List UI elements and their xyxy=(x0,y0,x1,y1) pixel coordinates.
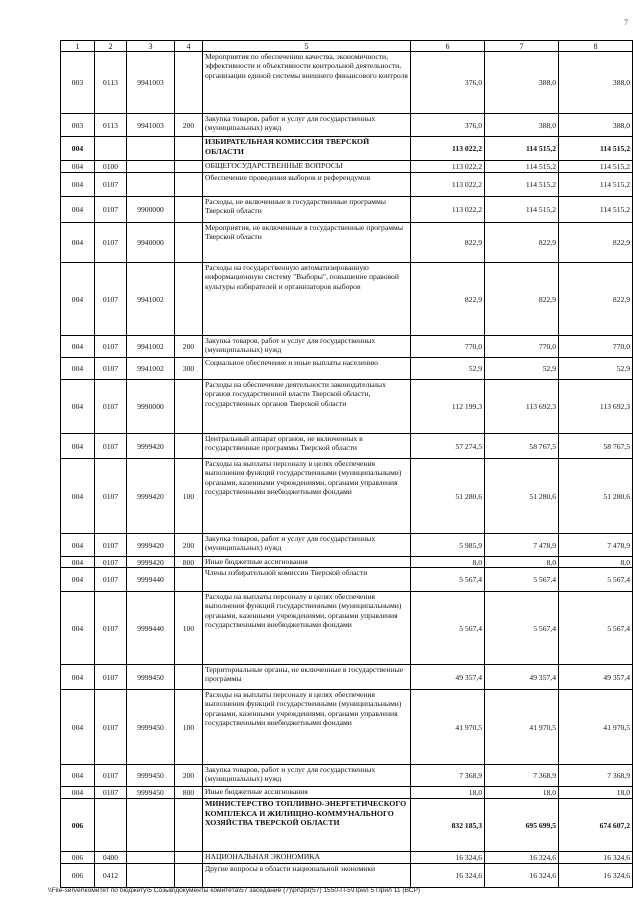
table-row xyxy=(61,336,633,358)
target-article-cell: 9999420 xyxy=(127,534,175,557)
amount-col7-cell: 52,9 xyxy=(485,358,559,380)
table-row xyxy=(61,799,633,852)
target-article-cell: 9941002 xyxy=(127,263,175,336)
code-admin-cell: 004 xyxy=(61,568,95,592)
target-article-cell: 9999450 xyxy=(127,665,175,690)
expense-type-cell: 100 xyxy=(175,459,203,534)
description-cell: ИЗБИРАТЕЛЬНАЯ КОМИССИЯ ТВЕРСКОЙ ОБЛАСТИ xyxy=(203,137,411,161)
section-cell: 0107 xyxy=(95,690,127,765)
amount-col7-cell: 41 970,5 xyxy=(485,690,559,765)
section-cell: 0107 xyxy=(95,263,127,336)
target-article-cell: 9999450 xyxy=(127,787,175,799)
target-article-cell xyxy=(127,137,175,161)
expense-type-cell xyxy=(175,223,203,263)
target-article-cell: 9999440 xyxy=(127,592,175,665)
amount-col6-cell: 822,9 xyxy=(411,263,485,336)
description-cell: Закупка товаров, работ и услуг для государственных (муниципальных) нужд xyxy=(203,765,411,787)
amount-col6-cell: 18,0 xyxy=(411,787,485,799)
amount-col7-cell: 58 767,5 xyxy=(485,434,559,459)
amount-col6-cell: 52,9 xyxy=(411,358,485,380)
amount-col6-cell: 770,0 xyxy=(411,336,485,358)
target-article-cell: 9999450 xyxy=(127,690,175,765)
expense-type-cell: 300 xyxy=(175,358,203,380)
expense-type-cell xyxy=(175,161,203,173)
target-article-cell: 9999440 xyxy=(127,568,175,592)
amount-col8-cell: 8,0 xyxy=(559,557,633,568)
amount-col7-cell: 114 515,2 xyxy=(485,197,559,223)
expense-type-cell: 100 xyxy=(175,592,203,665)
amount-col6-cell: 51 280,6 xyxy=(411,459,485,534)
code-admin-cell: 003 xyxy=(61,114,95,137)
table-row xyxy=(61,459,633,534)
amount-col8-cell: 51 280,6 xyxy=(559,459,633,534)
expense-type-cell xyxy=(175,799,203,852)
amount-col8-cell: 18,0 xyxy=(559,787,633,799)
section-cell: 0113 xyxy=(95,52,127,114)
table-row xyxy=(61,557,633,568)
code-admin-cell: 004 xyxy=(61,161,95,173)
description-cell: Другие вопросы в области национальной экономики xyxy=(203,864,411,888)
section-cell: 0107 xyxy=(95,358,127,380)
table-row xyxy=(61,223,633,263)
amount-col6-cell: 113 022,2 xyxy=(411,197,485,223)
table-row xyxy=(61,197,633,223)
target-article-cell: 9941002 xyxy=(127,336,175,358)
code-admin-cell: 004 xyxy=(61,459,95,534)
table-row xyxy=(61,534,633,557)
table-row xyxy=(61,787,633,799)
section-cell: 0107 xyxy=(95,197,127,223)
amount-col6-cell: 832 185,3 xyxy=(411,799,485,852)
table-row xyxy=(61,665,633,690)
amount-col6-cell: 8,0 xyxy=(411,557,485,568)
amount-col7-cell: 113 692,3 xyxy=(485,380,559,434)
code-admin-cell: 006 xyxy=(61,799,95,852)
amount-col8-cell: 58 767,5 xyxy=(559,434,633,459)
amount-col8-cell: 7 478,9 xyxy=(559,534,633,557)
amount-col6-cell: 16 324,6 xyxy=(411,864,485,888)
amount-col8-cell: 114 515,2 xyxy=(559,161,633,173)
description-cell: МИНИСТЕРСТВО ТОПЛИВНО-ЭНЕРГЕТИЧЕСКОГО КОМПЛЕКСА И ЖИЛИЩНО-КОММУНАЛЬНОГО ХОЗЯЙСТВА ТВЕРСКОЙ ОБЛАСТИ xyxy=(203,799,411,852)
code-admin-cell: 004 xyxy=(61,665,95,690)
amount-col8-cell: 41 970,5 xyxy=(559,690,633,765)
table-row xyxy=(61,592,633,665)
header-cell: 8 xyxy=(559,41,633,52)
description-cell: Иные бюджетные ассигнования xyxy=(203,557,411,568)
expense-type-cell: 200 xyxy=(175,336,203,358)
description-cell: НАЦИОНАЛЬНАЯ ЭКОНОМИКА xyxy=(203,852,411,864)
description-cell: Территориальные органы, не включенные в государственные программы xyxy=(203,665,411,690)
header-cell: 5 xyxy=(203,41,411,52)
target-article-cell: 9941002 xyxy=(127,358,175,380)
amount-col6-cell: 7 368,9 xyxy=(411,765,485,787)
amount-col8-cell: 822,9 xyxy=(559,223,633,263)
budget-table xyxy=(60,40,633,888)
expense-type-cell: 200 xyxy=(175,765,203,787)
header-cell: 2 xyxy=(95,41,127,52)
description-cell: Закупка товаров, работ и услуг для государственных (муниципальных) нужд xyxy=(203,336,411,358)
amount-col7-cell: 16 324,6 xyxy=(485,852,559,864)
target-article-cell xyxy=(127,852,175,864)
code-admin-cell: 004 xyxy=(61,534,95,557)
target-article-cell xyxy=(127,799,175,852)
description-cell: Социальное обеспечение и иные выплаты населению xyxy=(203,358,411,380)
amount-col8-cell: 114 515,2 xyxy=(559,137,633,161)
code-admin-cell: 004 xyxy=(61,173,95,197)
section-cell: 0107 xyxy=(95,459,127,534)
amount-col6-cell: 41 970,5 xyxy=(411,690,485,765)
expense-type-cell: 200 xyxy=(175,534,203,557)
description-cell: Мероприятия, не включенные в государственные программы Тверской области xyxy=(203,223,411,263)
table-row xyxy=(61,380,633,434)
section-cell: 0113 xyxy=(95,114,127,137)
table-row xyxy=(61,137,633,161)
code-admin-cell: 004 xyxy=(61,137,95,161)
code-admin-cell: 004 xyxy=(61,557,95,568)
target-article-cell: 9941003 xyxy=(127,114,175,137)
amount-col6-cell: 5 567,4 xyxy=(411,568,485,592)
page-number: 7 xyxy=(624,18,628,27)
expense-type-cell: 100 xyxy=(175,690,203,765)
amount-col8-cell: 114 515,2 xyxy=(559,197,633,223)
target-article-cell: 9999420 xyxy=(127,557,175,568)
section-cell: 0107 xyxy=(95,568,127,592)
expense-type-cell xyxy=(175,864,203,888)
amount-col7-cell: 5 567,4 xyxy=(485,592,559,665)
code-admin-cell: 003 xyxy=(61,52,95,114)
amount-col6-cell: 57 274,5 xyxy=(411,434,485,459)
section-cell: 0107 xyxy=(95,534,127,557)
table-row xyxy=(61,173,633,197)
description-cell: Расходы на государственную автоматизированную информационную систему "Выборы", повышение правовой культуры избирателей и организаторов выборов xyxy=(203,263,411,336)
code-admin-cell: 004 xyxy=(61,223,95,263)
expense-type-cell xyxy=(175,380,203,434)
amount-col8-cell: 16 324,6 xyxy=(559,852,633,864)
amount-col8-cell: 7 368,9 xyxy=(559,765,633,787)
header-cell: 1 xyxy=(61,41,95,52)
expense-type-cell xyxy=(175,263,203,336)
amount-col7-cell: 114 515,2 xyxy=(485,173,559,197)
code-admin-cell: 004 xyxy=(61,380,95,434)
amount-col7-cell: 7 478,9 xyxy=(485,534,559,557)
section-cell xyxy=(95,799,127,852)
amount-col8-cell: 5 567,4 xyxy=(559,592,633,665)
header-cell: 4 xyxy=(175,41,203,52)
description-cell: Расходы на обеспечение деятельности законодательных органов государственной власти Тверской области, государственных органов Тверской области xyxy=(203,380,411,434)
description-cell: Расходы на выплаты персоналу в целях обеспечения выполнения функций государственными (муниципальными) органами, казенными учреждениями, органами управления государственными внебюджетными фондами xyxy=(203,459,411,534)
code-admin-cell: 006 xyxy=(61,852,95,864)
target-article-cell: 9940000 xyxy=(127,223,175,263)
description-cell: Расходы на выплаты персоналу в целях обеспечения выполнения функций государственными (муниципальными) органами, казенными учреждениями, органами управления государственными внебюджетными фондами xyxy=(203,690,411,765)
amount-col8-cell: 770,0 xyxy=(559,336,633,358)
amount-col7-cell: 18,0 xyxy=(485,787,559,799)
target-article-cell: 9900000 xyxy=(127,197,175,223)
amount-col8-cell: 113 692,3 xyxy=(559,380,633,434)
description-cell: Мероприятия по обеспечению качества, экономичности, эффективности и объективности контрольной деятельности, организации единой системы внешнего финансового контроля xyxy=(203,52,411,114)
expense-type-cell xyxy=(175,173,203,197)
table-row xyxy=(61,263,633,336)
expense-type-cell xyxy=(175,568,203,592)
amount-col7-cell: 49 357,4 xyxy=(485,665,559,690)
amount-col8-cell: 388,0 xyxy=(559,114,633,137)
amount-col7-cell: 695 699,5 xyxy=(485,799,559,852)
section-cell: 0107 xyxy=(95,787,127,799)
amount-col7-cell: 822,9 xyxy=(485,263,559,336)
code-admin-cell: 004 xyxy=(61,358,95,380)
table-row xyxy=(61,52,633,114)
amount-col8-cell: 114 515,2 xyxy=(559,173,633,197)
amount-col7-cell: 7 368,9 xyxy=(485,765,559,787)
target-article-cell: 9999420 xyxy=(127,459,175,534)
description-cell: Центральный аппарат органов, не включенных в государственные программы Тверской области xyxy=(203,434,411,459)
table-row xyxy=(61,852,633,864)
expense-type-cell: 800 xyxy=(175,787,203,799)
amount-col7-cell: 114 515,2 xyxy=(485,137,559,161)
code-admin-cell: 004 xyxy=(61,263,95,336)
amount-col6-cell: 16 324,6 xyxy=(411,852,485,864)
code-admin-cell: 004 xyxy=(61,197,95,223)
code-admin-cell: 006 xyxy=(61,864,95,888)
amount-col6-cell: 49 357,4 xyxy=(411,665,485,690)
header-row xyxy=(61,41,633,52)
table-row xyxy=(61,434,633,459)
code-admin-cell: 004 xyxy=(61,434,95,459)
amount-col8-cell: 49 357,4 xyxy=(559,665,633,690)
section-cell: 0107 xyxy=(95,380,127,434)
table-row xyxy=(61,161,633,173)
code-admin-cell: 004 xyxy=(61,787,95,799)
section-cell: 0100 xyxy=(95,161,127,173)
amount-col7-cell: 16 324,6 xyxy=(485,864,559,888)
amount-col8-cell: 5 567,4 xyxy=(559,568,633,592)
expense-type-cell: 800 xyxy=(175,557,203,568)
amount-col6-cell: 112 199,3 xyxy=(411,380,485,434)
expense-type-cell xyxy=(175,52,203,114)
section-cell xyxy=(95,137,127,161)
amount-col7-cell: 5 567,4 xyxy=(485,568,559,592)
target-article-cell: 9990000 xyxy=(127,380,175,434)
header-cell: 6 xyxy=(411,41,485,52)
amount-col6-cell: 822,9 xyxy=(411,223,485,263)
table-row xyxy=(61,765,633,787)
amount-col8-cell: 822,9 xyxy=(559,263,633,336)
amount-col6-cell: 376,0 xyxy=(411,114,485,137)
description-cell: Закупка товаров, работ и услуг для государственных (муниципальных) нужд xyxy=(203,534,411,557)
section-cell: 0107 xyxy=(95,173,127,197)
description-cell: Члены избирательной комиссии Тверской области xyxy=(203,568,411,592)
amount-col7-cell: 388,0 xyxy=(485,114,559,137)
description-cell: Расходы, не включенные в государственные программы Тверской области xyxy=(203,197,411,223)
target-article-cell xyxy=(127,173,175,197)
amount-col6-cell: 5 985,9 xyxy=(411,534,485,557)
header-cell: 7 xyxy=(485,41,559,52)
table-row xyxy=(61,690,633,765)
section-cell: 0400 xyxy=(95,852,127,864)
amount-col6-cell: 5 567,4 xyxy=(411,592,485,665)
table-row xyxy=(61,568,633,592)
amount-col6-cell: 113 022,2 xyxy=(411,137,485,161)
target-article-cell: 9999450 xyxy=(127,765,175,787)
amount-col7-cell: 770,0 xyxy=(485,336,559,358)
section-cell: 0412 xyxy=(95,864,127,888)
code-admin-cell: 004 xyxy=(61,592,95,665)
amount-col6-cell: 113 022,2 xyxy=(411,173,485,197)
target-article-cell: 9941003 xyxy=(127,52,175,114)
header-cell: 3 xyxy=(127,41,175,52)
amount-col8-cell: 16 324,6 xyxy=(559,864,633,888)
section-cell: 0107 xyxy=(95,434,127,459)
description-cell: Обеспечение проведения выборов и референдумов xyxy=(203,173,411,197)
expense-type-cell xyxy=(175,665,203,690)
target-article-cell xyxy=(127,864,175,888)
table-row xyxy=(61,114,633,137)
section-cell: 0107 xyxy=(95,223,127,263)
expense-type-cell xyxy=(175,197,203,223)
table-row xyxy=(61,358,633,380)
amount-col7-cell: 51 280,6 xyxy=(485,459,559,534)
section-cell: 0107 xyxy=(95,765,127,787)
amount-col7-cell: 388,0 xyxy=(485,52,559,114)
amount-col8-cell: 674 607,2 xyxy=(559,799,633,852)
section-cell: 0107 xyxy=(95,557,127,568)
amount-col6-cell: 376,0 xyxy=(411,52,485,114)
amount-col7-cell: 114 515,2 xyxy=(485,161,559,173)
amount-col6-cell: 113 022,2 xyxy=(411,161,485,173)
description-cell: Иные бюджетные ассигнования xyxy=(203,787,411,799)
expense-type-cell xyxy=(175,852,203,864)
expense-type-cell: 200 xyxy=(175,114,203,137)
expense-type-cell xyxy=(175,137,203,161)
description-cell: ОБЩЕГОСУДАРСТВЕННЫЕ ВОПРОСЫ xyxy=(203,161,411,173)
target-article-cell xyxy=(127,161,175,173)
table-row xyxy=(61,864,633,888)
section-cell: 0107 xyxy=(95,665,127,690)
description-cell: Закупка товаров, работ и услуг для государственных (муниципальных) нужд xyxy=(203,114,411,137)
code-admin-cell: 004 xyxy=(61,336,95,358)
section-cell: 0107 xyxy=(95,336,127,358)
amount-col8-cell: 388,0 xyxy=(559,52,633,114)
description-cell: Расходы на выплаты персоналу в целях обеспечения выполнения функций государственными (муниципальными) органами, казенными учреждениями, органами управления государственными внебюджетными фондами xyxy=(203,592,411,665)
code-admin-cell: 004 xyxy=(61,690,95,765)
code-admin-cell: 004 xyxy=(61,765,95,787)
file-path-footer: \\File-server\комитет по бюджету\5 Созыв\документы комитета\57 заседание (7)\pr\zpr(57) 1550-П-5\Прил 5 Прил 11 (ВСР) xyxy=(48,887,421,894)
amount-col7-cell: 8,0 xyxy=(485,557,559,568)
section-cell: 0107 xyxy=(95,592,127,665)
amount-col7-cell: 822,9 xyxy=(485,223,559,263)
expense-type-cell xyxy=(175,434,203,459)
target-article-cell: 9999420 xyxy=(127,434,175,459)
amount-col8-cell: 52,9 xyxy=(559,358,633,380)
